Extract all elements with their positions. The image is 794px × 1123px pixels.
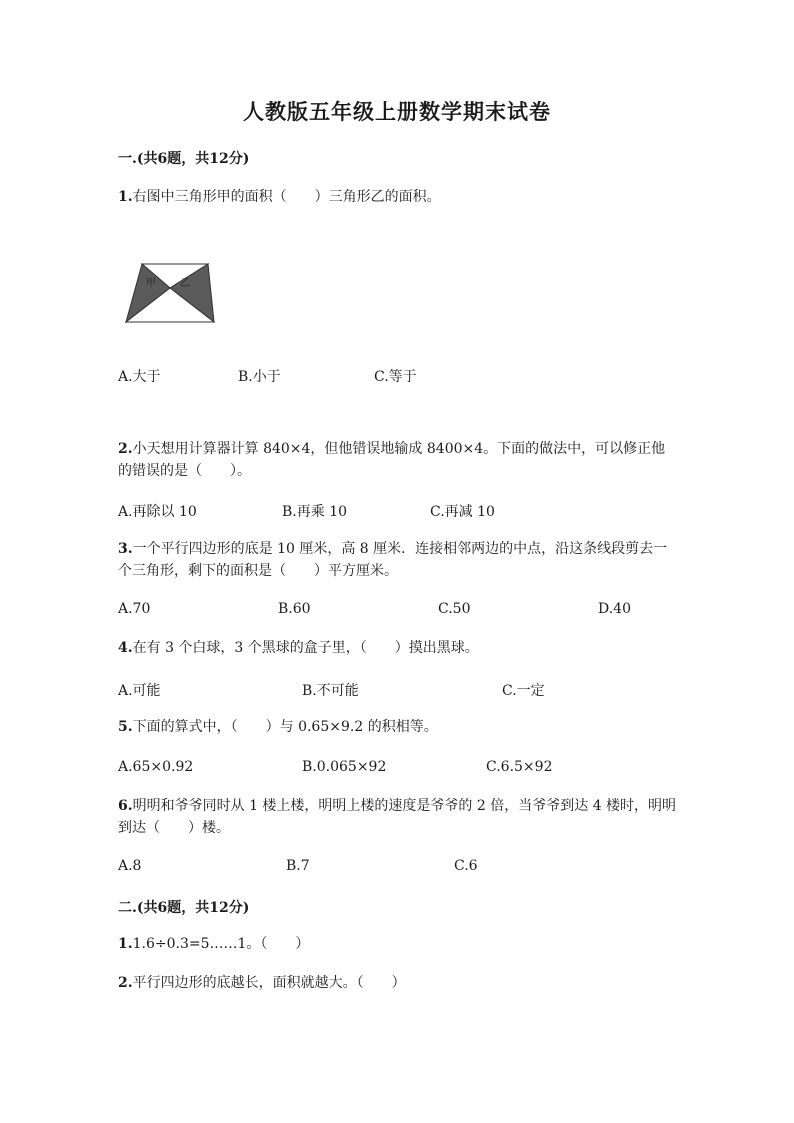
question-2 — [118, 438, 678, 482]
question-text: 平行四边形的底越长，面积就越大。（ ） — [132, 975, 406, 991]
option-b[interactable]: B.小于 — [238, 369, 281, 385]
section-heading-2: 二.(共6题，共12分) — [118, 900, 250, 916]
page-title: 人教版五年级上册数学期末试卷 — [243, 99, 551, 124]
option-c[interactable]: C.等于 — [374, 369, 417, 385]
question-text: 一个平行四边形的底是 10 厘米，高 8 厘米．连接相邻两边的中点，沿这条线段剪去一个三角形，剩下的面积是（ ）平方厘米。 — [118, 541, 668, 579]
question-number: 2. — [118, 975, 133, 991]
figure-label-yi: 乙 — [180, 278, 190, 289]
question-1 — [118, 186, 678, 208]
option-c[interactable]: C.50 — [438, 601, 471, 617]
option-b[interactable]: B.再乘 10 — [282, 504, 348, 520]
figure-label-jia: 甲 — [146, 278, 156, 289]
option-b[interactable]: B.7 — [286, 858, 310, 874]
trapezoid-figure — [120, 258, 220, 332]
option-a[interactable]: A.65×0.92 — [118, 759, 194, 775]
option-b[interactable]: B.不可能 — [302, 683, 359, 699]
question-number: 1. — [118, 189, 133, 205]
question-6 — [118, 795, 678, 839]
question-number: 3. — [118, 541, 133, 557]
question-number: 5. — [118, 719, 133, 735]
option-a[interactable]: A.可能 — [118, 683, 161, 699]
section-heading-1: 一.(共6题，共12分) — [118, 151, 250, 167]
judgment-question-1 — [118, 933, 678, 955]
question-text: 小天想用计算器计算 840×4，但他错误地输成 8400×4。下面的做法中，可以修正他的错误的是（ ）。 — [118, 441, 666, 479]
option-d[interactable]: D.40 — [598, 601, 631, 617]
question-3 — [118, 538, 678, 582]
option-c[interactable]: C.6.5×92 — [486, 759, 553, 775]
question-text: 在有 3 个白球，3 个黑球的盒子里，（ ）摸出黑球。 — [132, 640, 479, 656]
question-number: 1. — [118, 936, 133, 952]
option-c[interactable]: C.再减 10 — [430, 504, 495, 520]
option-a[interactable]: A.再除以 10 — [118, 504, 197, 520]
option-a[interactable]: A.大于 — [118, 369, 161, 385]
question-text: 1.6÷0.3=5……1。（ ） — [132, 936, 310, 952]
option-b[interactable]: B.0.065×92 — [302, 759, 387, 775]
option-a[interactable]: A.8 — [118, 858, 142, 874]
question-text: 下面的算式中，（ ）与 0.65×9.2 的积相等。 — [132, 719, 438, 735]
question-5 — [118, 716, 678, 738]
judgment-question-2 — [118, 972, 678, 994]
option-a[interactable]: A.70 — [118, 601, 151, 617]
question-number: 6. — [118, 798, 133, 814]
question-text: 右图中三角形甲的面积（ ）三角形乙的面积。 — [132, 189, 441, 205]
option-b[interactable]: B.60 — [278, 601, 311, 617]
option-c[interactable]: C.6 — [454, 858, 478, 874]
option-c[interactable]: C.一定 — [502, 683, 545, 699]
question-4 — [118, 637, 678, 659]
question-number: 2. — [118, 441, 133, 457]
question-number: 4. — [118, 640, 133, 656]
question-text: 明明和爷爷同时从 1 楼上楼，明明上楼的速度是爷爷的 2 倍，当爷爷到达 4 楼时，明明到达（ ）楼。 — [118, 798, 677, 836]
trapezoid-diagram — [120, 258, 220, 328]
